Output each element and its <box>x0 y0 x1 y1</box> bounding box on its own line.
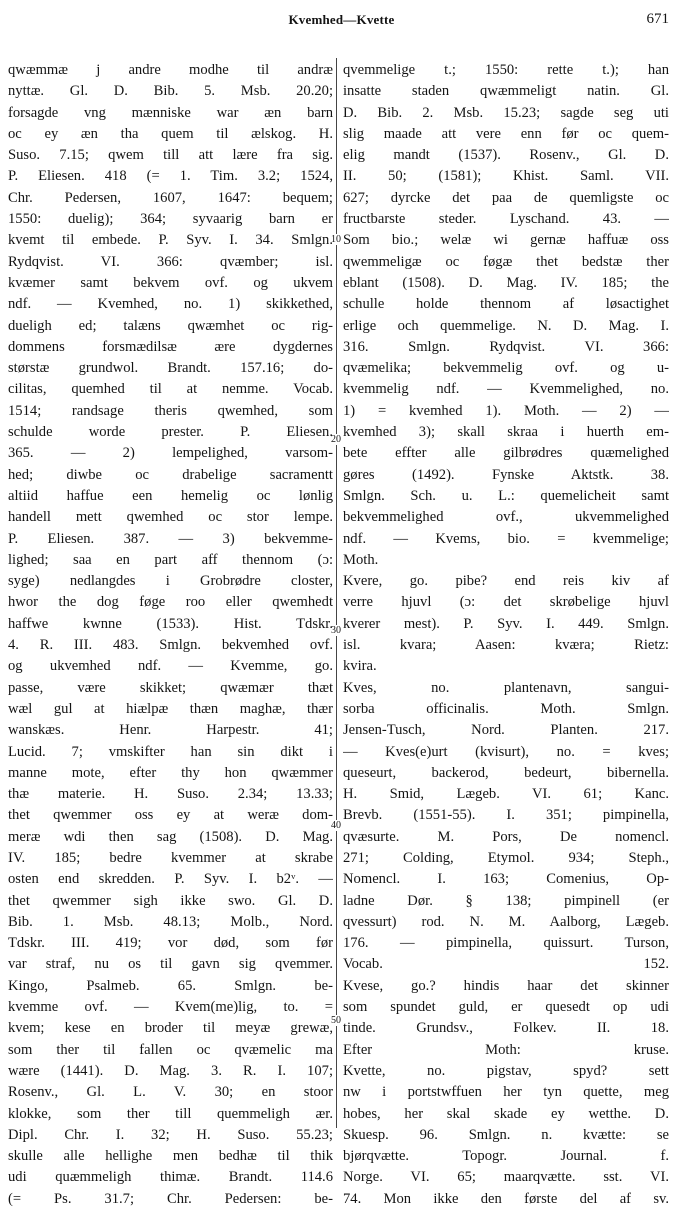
text-line: var straf, nu os til gavn sig qvemmer. <box>8 956 333 973</box>
text-line: qvæsurte. M. Pors, De nomencl. <box>343 828 669 845</box>
text-line: skulle alle hellighe men bedhæ til thik <box>8 1148 333 1165</box>
text-line: Nomencl. I. 163; Comenius, Op- <box>343 871 669 888</box>
text-line: kvemme ovf. — Kvem(me)lig, to. = <box>8 999 333 1016</box>
text-line: ndf. — Kvems, bio. = kvemmelige; <box>343 530 669 547</box>
text-line: meræ wdi then sag (1508). D. Mag. <box>8 828 333 845</box>
text-line: ladne Dør. § 138; pimpinell (er <box>343 892 669 909</box>
text-line: som ther til fallen oc qvæmelic ma <box>8 1041 333 1058</box>
text-line: II. 50; (1581); Khist. Saml. VII. <box>343 168 669 185</box>
text-line: Rydqvist. VI. 366: qvæmber; isl. <box>8 253 333 270</box>
text-line: 74. Mon ikke den første del af sv. <box>343 1190 669 1207</box>
text-line: kvæmer samt bekvem ovf. og ukvem <box>8 274 333 291</box>
text-line: elig mandt (1537). Rosenv., Gl. D. <box>343 147 669 164</box>
text-line: hed; diwbe oc drabelige sacramentt <box>8 466 333 483</box>
text-line: som spundet guld, er quesedt op udi <box>343 999 669 1016</box>
line-number-marker: 10 <box>331 234 341 245</box>
text-line: D. Bib. 2. Msb. 15.23; sagde seg uti <box>343 104 669 121</box>
text-line: bekvemmelighed ovf., ukvemmelighed <box>343 509 669 526</box>
text-line: Lucid. 7; vmskifter han sin dikt i <box>8 743 333 760</box>
text-line: 1514; randsage theris qwemhed, som <box>8 402 333 419</box>
text-line: queseurt, backerod, bedeurt, bibernella. <box>343 764 669 781</box>
column-divider <box>336 58 337 1128</box>
text-line: Chr. Pedersen, 1607, 1647: bequem; <box>8 189 333 206</box>
text-line: 316. Smlgn. Rydqvist. VI. 366: <box>343 338 669 355</box>
text-line: qvessurt) rod. N. M. Aalborg, Lægeb. <box>343 913 669 930</box>
line-number-marker: 50 <box>331 1015 341 1026</box>
text-line: (= Ps. 31.7; Chr. Pedersen: be- <box>8 1190 333 1207</box>
text-line: ndf. — Kvemhed, no. 1) skikkethed, <box>8 296 333 313</box>
text-line: erlige och quemmelige. N. D. Mag. I. <box>343 317 669 334</box>
text-line: Norge. VI. 65; maarqvætte. sst. VI. <box>343 1169 669 1186</box>
text-line: — Kves(e)urt (kvisurt), no. = kves; <box>343 743 669 760</box>
text-line: kvemhed 3); skall skraa i huerth em- <box>343 424 669 441</box>
text-line: gøres (1492). Fynske Aktstk. 38. <box>343 466 669 483</box>
text-line: lighed; saa en part aff thennom (ɔ: <box>8 551 333 568</box>
text-line: dommens forsmædilsæ ære dygdernes <box>8 338 333 355</box>
text-line: Suso. 7.15; qwem till att lære fra sig. <box>8 147 333 164</box>
text-line: dueligh ed; talæns qwæmhet oc rig- <box>8 317 333 334</box>
text-line: P. Eliesen. 418 (= 1. Tim. 3.2; 1524, <box>8 168 333 185</box>
text-line: kvemt til embede. P. Syv. I. 34. Smlgn. <box>8 232 333 249</box>
text-line: qwæmmæ j andre modhe til andræ <box>8 62 333 78</box>
text-line: 365. — 2) lempelighed, varsom- <box>8 445 333 462</box>
text-line: thet qwemmer oss ey at weræ dom- <box>8 807 333 824</box>
text-line: Som bio.; welæ wi gernæ haffuæ oss <box>343 232 669 249</box>
text-line: bjørqvætte. Topogr. Journal. f. <box>343 1148 669 1165</box>
text-line: forsagde vng mænniske war æn barn <box>8 104 333 121</box>
right-text-column <box>343 60 669 1210</box>
text-line: insatte staden qwæmmeligt natin. Gl. <box>343 83 669 100</box>
text-line: kvemmelig ndf. — Kvemmelighed, no. <box>343 381 669 398</box>
text-line: Smlgn. Sch. u. L.: quemelicheit samt <box>343 487 669 504</box>
text-line: eblant (1508). D. Mag. IV. 185; the <box>343 274 669 291</box>
text-line: cilitas, quemhed til at nemme. Vocab. <box>8 381 333 398</box>
text-line: Skuesp. 96. Smlgn. n. kvætte: se <box>343 1126 669 1143</box>
text-line: Dipl. Chr. I. 32; H. Suso. 55.23; <box>8 1126 333 1143</box>
text-line: 4. R. III. 483. Smlgn. bekvemhed ovf. <box>8 637 333 654</box>
text-line: syge) nedlangdes i Grobrødre closter, <box>8 573 333 590</box>
text-line: hobes, her skal skade ey wetthe. D. <box>343 1105 669 1122</box>
text-line: qvæmelika; bekvemmelig ovf. og u- <box>343 360 669 377</box>
text-line: verre hjuvl (ɔ: det skrøbelige hjuvl <box>343 594 669 611</box>
text-line: fructbarste steder. Lyschand. 43. — <box>343 211 669 228</box>
text-line: Rosenv., Gl. L. V. 30; en stoor <box>8 1084 333 1101</box>
text-line: Efter Moth: kruse. <box>343 1041 669 1058</box>
text-line: oc ey æn tha quem til ælskog. H. <box>8 125 333 142</box>
text-line: passe, være skikket; qwæmær thæt <box>8 679 333 696</box>
text-line: nyttæ. Gl. D. Bib. 5. Msb. 20.20; <box>8 83 333 100</box>
text-line: qwemmeligæ oc føgæ thet bedstæ ther <box>343 253 669 270</box>
line-number-marker: 20 <box>331 434 341 445</box>
text-line: Kingo, Psalmeb. 65. Smlgn. be- <box>8 977 333 994</box>
text-line: isl. kvara; Aasen: kværa; Rietz: <box>343 637 669 654</box>
text-line: hwor the dog føge roo eller qwemhedt <box>8 594 333 611</box>
text-line: handell mett qwemhed oc stor lempe. <box>8 509 333 526</box>
text-line: tinde. Grundsv., Folkev. II. 18. <box>343 1020 669 1037</box>
text-line: Brevb. (1551-55). I. 351; pimpinella, <box>343 807 669 824</box>
text-line: 1550: duelig); 364; syvaarig barn er <box>8 211 333 228</box>
page-number: 671 <box>646 11 669 27</box>
text-line: bete effter alle gilbrødres quæmelighed <box>343 445 669 462</box>
text-line: 1) = kvemhed 1). Moth. — 2) — <box>343 402 669 419</box>
line-number-marker: 30 <box>331 625 341 636</box>
text-line: thæ materie. H. Suso. 2.34; 13.33; <box>8 786 333 803</box>
text-line: Kvere, go. pibe? end reis kiv af <box>343 573 669 590</box>
text-line: slig maade att vere enn før oc quem- <box>343 125 669 142</box>
text-line: thet qwemmer sigh ikke swo. Gl. D. <box>8 892 333 909</box>
line-number-marker: 40 <box>331 820 341 831</box>
text-line: wæl gul at hiælpæ thæn maghæ, thær <box>8 700 333 717</box>
text-line: Vocab. 152. <box>343 956 669 973</box>
text-line: Moth. <box>343 551 379 568</box>
text-line: qvemmelige t.; 1550: rette t.); han <box>343 62 669 78</box>
text-line: wanskæs. Henr. Harpestr. 41; <box>8 722 333 739</box>
text-line: Kves, no. plantenavn, sangui- <box>343 679 669 696</box>
text-line: kvem; kese en broder til meyæ grewæ, <box>8 1020 333 1037</box>
text-line: osten end skredden. P. Syv. I. b2ᵛ. — <box>8 871 333 888</box>
text-line: 271; Colding, Etymol. 934; Steph., <box>343 849 669 866</box>
text-line: 176. — pimpinella, quissurt. Turson, <box>343 935 669 952</box>
text-line: Kvette, no. pigstav, spyd? sett <box>343 1062 669 1079</box>
text-line: Jensen-Tusch, Nord. Planten. 217. <box>343 722 669 739</box>
text-line: haffwe kwnne (1533). Hist. Tdskr. <box>8 615 333 632</box>
text-line: udi quæmmeligh thimæ. Brandt. 114.6 <box>8 1169 333 1186</box>
text-line: Bib. 1. Msb. 48.13; Molb., Nord. <box>8 913 333 930</box>
text-line: størstæ grundwol. Brandt. 157.16; do- <box>8 360 333 377</box>
text-line: og ukvemhed ndf. — Kvemme, go. <box>8 658 333 675</box>
text-line: H. Smid, Lægeb. VI. 61; Kanc. <box>343 786 669 803</box>
text-line: schulde worde prester. P. Eliesen. <box>8 424 333 441</box>
text-line: nw i portstwffuen her tyn quette, meg <box>343 1084 669 1101</box>
text-line: Kvese, go.? hindis haar det skinner <box>343 977 669 994</box>
text-line: P. Eliesen. 387. — 3) bekvemme- <box>8 530 333 547</box>
text-line: manne mote, efter thy hon qwæmmer <box>8 764 333 781</box>
text-line: sorba officinalis. Moth. Smlgn. <box>343 700 669 717</box>
running-header: Kvemhed—Kvette <box>288 12 395 27</box>
text-line: Tdskr. III. 419; vor død, som før <box>8 935 333 952</box>
text-line: IV. 185; bedre kvemmer at skrabe <box>8 849 333 866</box>
text-line: schulle holde thennom af løsactighet <box>343 296 669 313</box>
text-line: altiid haffue een hemelig oc lønlig <box>8 487 333 504</box>
text-line: wære (1441). D. Mag. 3. R. I. 107; <box>8 1062 333 1079</box>
text-line: klokke, som ther till quemmeligh ær. <box>8 1105 333 1122</box>
left-text-column <box>8 60 333 1210</box>
text-line: kvira. <box>343 658 377 675</box>
text-line: kverer mest). P. Syv. I. 449. Smlgn. <box>343 615 669 632</box>
text-line: 627; dyrcke det paa de quemligste oc <box>343 189 669 206</box>
